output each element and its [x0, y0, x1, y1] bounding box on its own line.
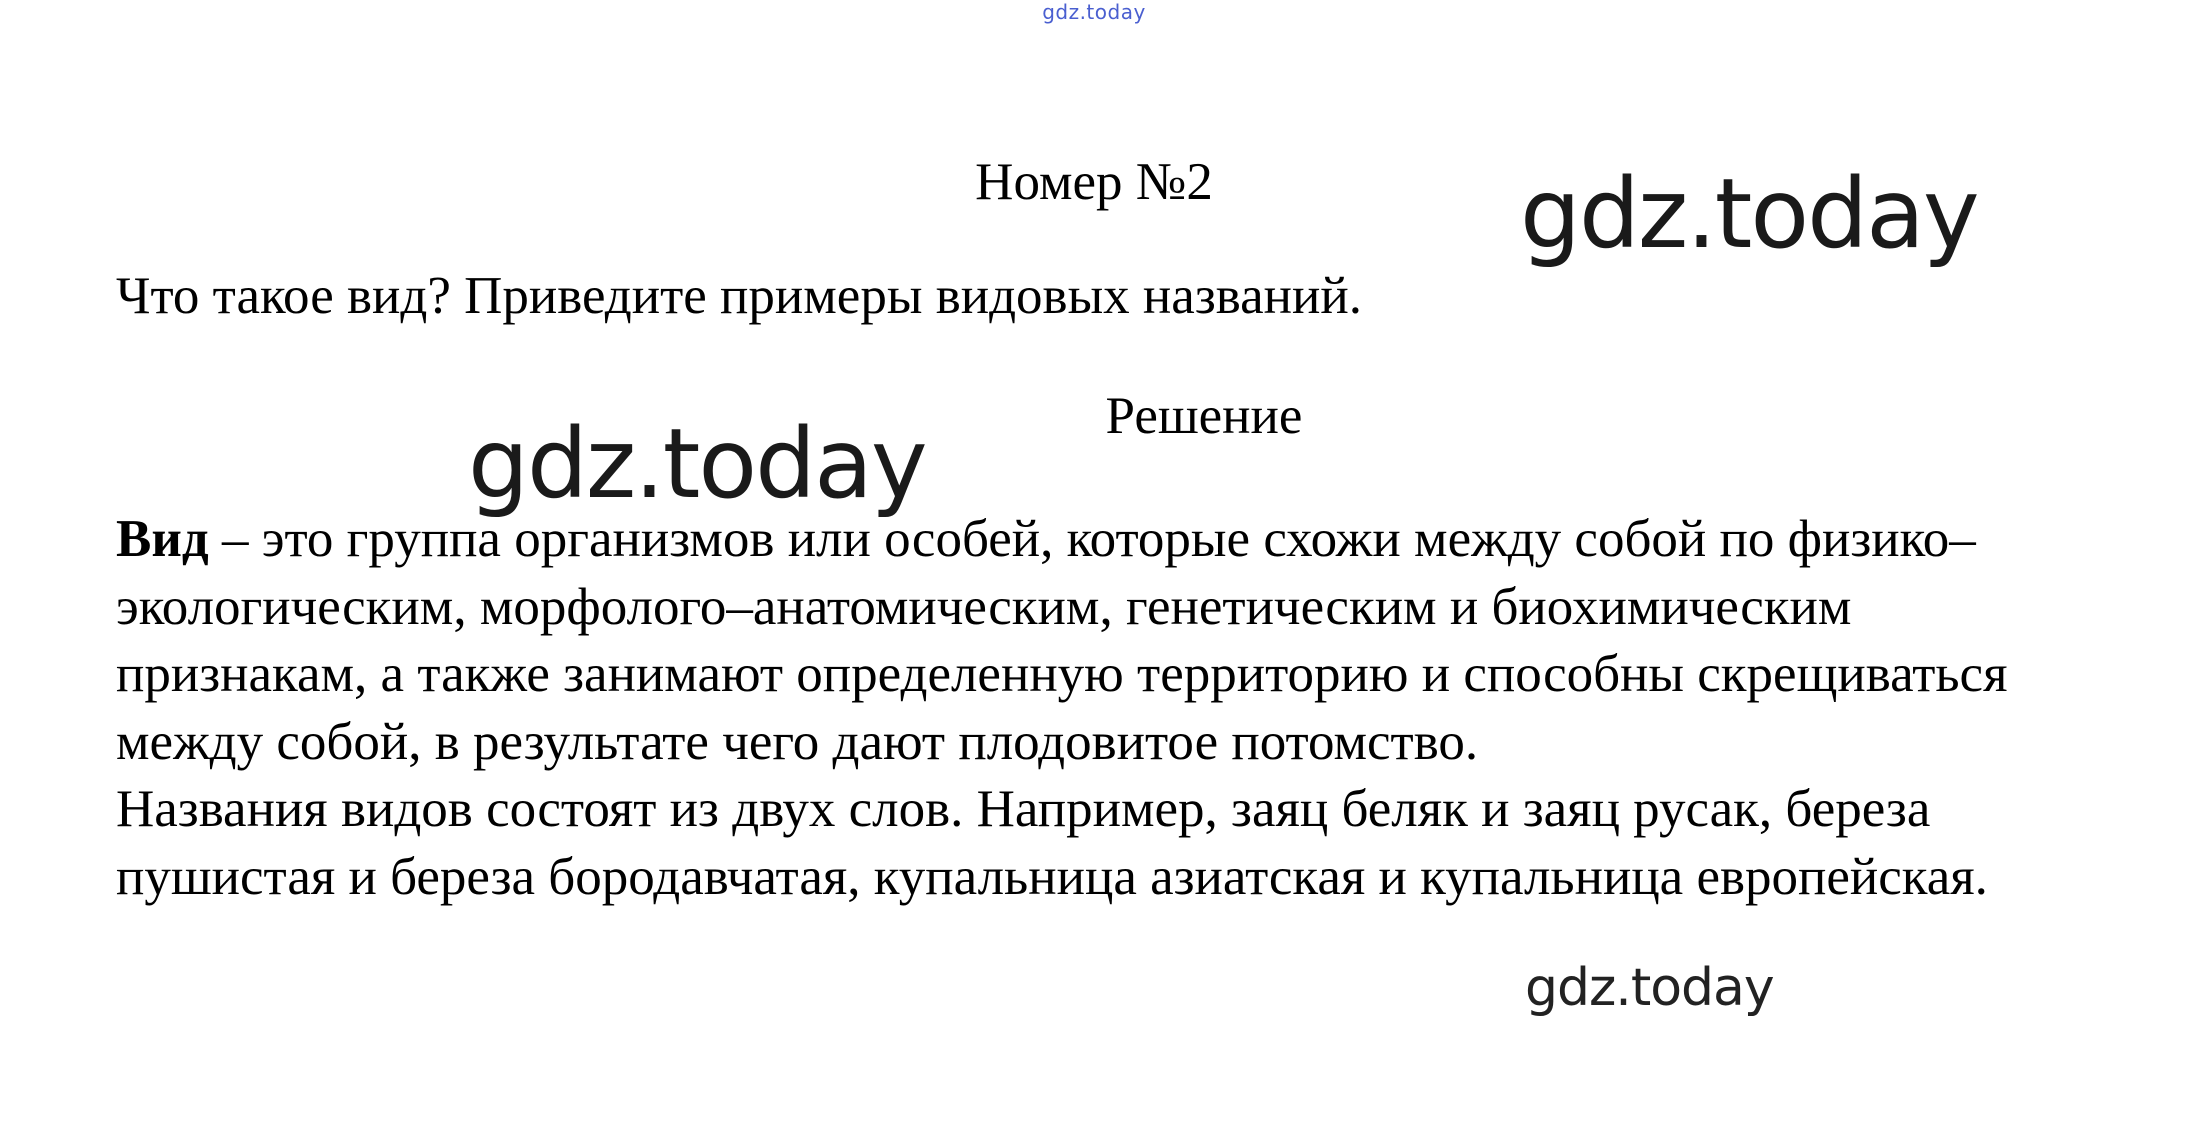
question-text: Что такое вид? Приведите примеры видовых названий. — [116, 267, 1362, 325]
solution-body — [116, 506, 2076, 911]
watermark-logo: gdz.today — [1525, 958, 1774, 1018]
top-watermark: gdz.today — [1042, 0, 1146, 24]
watermark-logo: gdz.today — [468, 408, 926, 520]
number-title: Номер №2 — [975, 153, 1213, 211]
definition-paragraph — [116, 506, 2076, 776]
examples-paragraph: Названия видов состоят из двух слов. Например, заяц беляк и заяц русак, береза пушистая и береза бородавчатая, купальница азиатская и купальница европейская. — [116, 780, 1988, 906]
solution-title: Решение — [1105, 387, 1303, 445]
definition-text: – это группа организмов или особей, которые схожи между собой по физико‒экологическим, морфолого‒анатомическим, генетическим и биохимическим признакам, а также занимают определенную территорию и способны скрещиваться между собой, в результате чего дают плодовитое потомство. — [116, 510, 2008, 771]
definition-term: Вид — [116, 510, 209, 568]
watermark-logo: gdz.today — [1520, 158, 1978, 270]
